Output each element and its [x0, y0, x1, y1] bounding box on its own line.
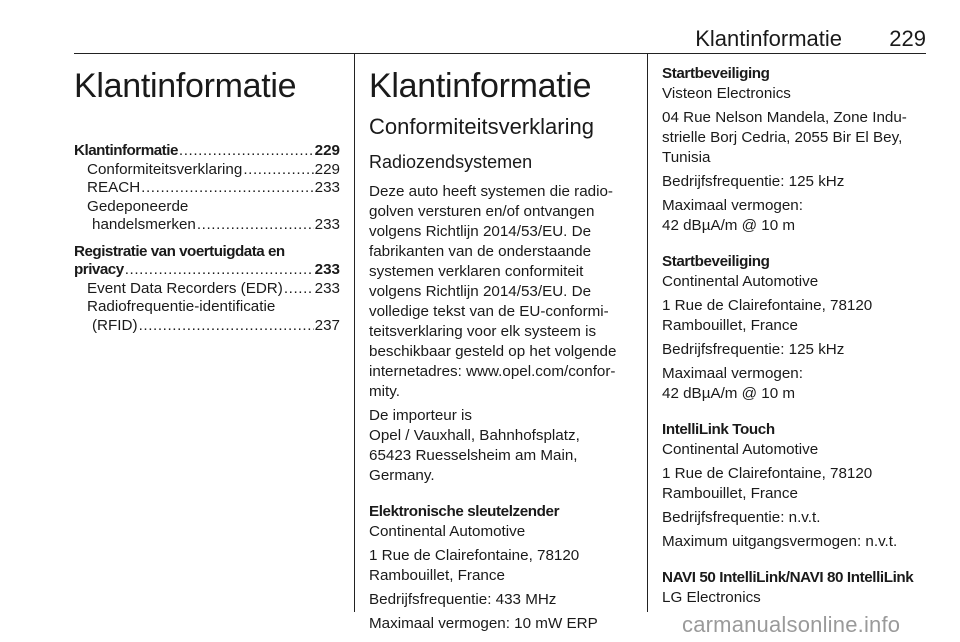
toc-label: privacy — [74, 261, 124, 278]
address: 1 Rue de Clairefontaine, 78120 Rambouillet, France — [369, 547, 580, 584]
toc-label: Conformiteitsverklaring — [87, 160, 243, 178]
table-of-contents — [74, 142, 340, 335]
toc-label: Event Data Recorders (EDR) — [87, 279, 283, 297]
navi-block — [662, 568, 928, 608]
column-divider-right — [647, 54, 648, 612]
intellilink-touch-block — [662, 420, 928, 552]
toc-entry-gedeponeerde-line1[interactable]: Gedeponeerde — [87, 197, 189, 215]
toc-entry-conformiteitsverklaring[interactable] — [74, 161, 340, 180]
block-heading: NAVI 50 IntelliLink/NAVI 80 IntelliLink — [662, 569, 914, 586]
company: Continental Automotive — [662, 441, 819, 458]
toc-label: handelsmerken — [92, 216, 196, 233]
chapter-title: Klantinformatie — [74, 67, 297, 105]
toc-page: 233 — [314, 279, 340, 297]
header-title: Klantinformatie — [695, 26, 842, 51]
toc-entry-edr[interactable] — [74, 280, 340, 299]
middle-column — [369, 54, 635, 634]
right-column — [662, 54, 928, 608]
topic-heading: Radiozendsystemen — [369, 152, 533, 172]
address: 1 Rue de Clairefontaine, 78120 Rambouillet, France — [662, 465, 873, 502]
max-power: Maximum uitgangsvermogen: n.v.t. — [662, 533, 898, 550]
toc-entry-rfid-line1[interactable]: Radiofrequentie-identificatie — [87, 298, 276, 315]
company: Visteon Electronics — [662, 85, 791, 102]
frequency: Bedrijfsfrequentie: 125 kHz — [662, 173, 845, 190]
company: Continental Automotive — [369, 523, 526, 540]
toc-label: (RFID) — [92, 316, 138, 334]
toc-label: Klantinformatie — [74, 142, 178, 159]
block-heading: IntelliLink Touch — [662, 421, 775, 438]
column-divider-left — [354, 54, 355, 612]
toc-page: 237 — [314, 316, 340, 334]
toc-entry-handelsmerken[interactable] — [74, 216, 340, 235]
toc-page: 233 — [314, 179, 340, 196]
toc-entry-privacy[interactable] — [74, 261, 340, 280]
toc-entry-reach[interactable] — [74, 179, 340, 198]
immobilizer-block-2 — [662, 252, 928, 404]
block-heading: Startbeveiliging — [662, 253, 770, 270]
watermark: carmanualsonline.info — [682, 612, 901, 637]
toc-page: 229 — [314, 160, 340, 178]
toc-page: 229 — [314, 142, 340, 159]
toc-entry-rfid[interactable] — [74, 317, 340, 336]
address: 1 Rue de Clairefontaine, 78120 Rambouillet, France — [662, 297, 873, 334]
toc-column — [74, 54, 340, 335]
frequency: Bedrijfsfrequentie: 433 MHz — [369, 591, 557, 608]
section-heading: Klantinformatie — [369, 67, 592, 105]
toc-page: 233 — [314, 261, 340, 278]
company: LG Electronics — [662, 589, 761, 606]
intro-paragraph: Deze auto heeft systemen die radio- golven versturen en/of ontvangen volgens Richtlijn 2014/53/EU. De fabrikanten van de onderstaande systemen verklaren conformiteit volgens Richtlijn 2014/53/EU. De volledige tekst van de EU-conformi- teitsverklaring voor elk systeem is beschikbaar gesteld op het volgende internetadres: www.opel.com/confor- mity. De importeur is Opel / Vauxhall, Bahnhofsplatz, 65423 Ruesselsheim am Main, Germany. — [369, 183, 617, 484]
toc-entry-registratie-line1[interactable]: Registratie van voertuigdata en — [74, 242, 285, 260]
key-fob-block — [369, 502, 635, 634]
header-page-number: 229 — [889, 26, 926, 51]
block-heading: Startbeveiliging — [662, 65, 770, 82]
frequency: Bedrijfsfrequentie: n.v.t. — [662, 509, 821, 526]
company: Continental Automotive — [662, 273, 819, 290]
page-header — [74, 26, 926, 52]
subsection-heading: Conformiteitsverklaring — [369, 114, 594, 139]
address: 04 Rue Nelson Mandela, Zone Indu- strielle Borj Cedria, 2055 Bir El Bey, Tunisia — [662, 109, 907, 166]
toc-page: 233 — [314, 216, 340, 233]
max-power: Maximaal vermogen: 42 dBµA/m @ 10 m — [662, 365, 803, 402]
immobilizer-block-1 — [662, 64, 928, 236]
max-power: Maximaal vermogen: 10 mW ERP — [369, 615, 598, 632]
toc-entry-klantinformatie[interactable] — [74, 142, 340, 161]
max-power: Maximaal vermogen: 42 dBµA/m @ 10 m — [662, 197, 803, 234]
block-heading: Elektronische sleutelzender — [369, 503, 560, 520]
toc-label: REACH — [87, 179, 141, 196]
frequency: Bedrijfsfrequentie: 125 kHz — [662, 341, 845, 358]
